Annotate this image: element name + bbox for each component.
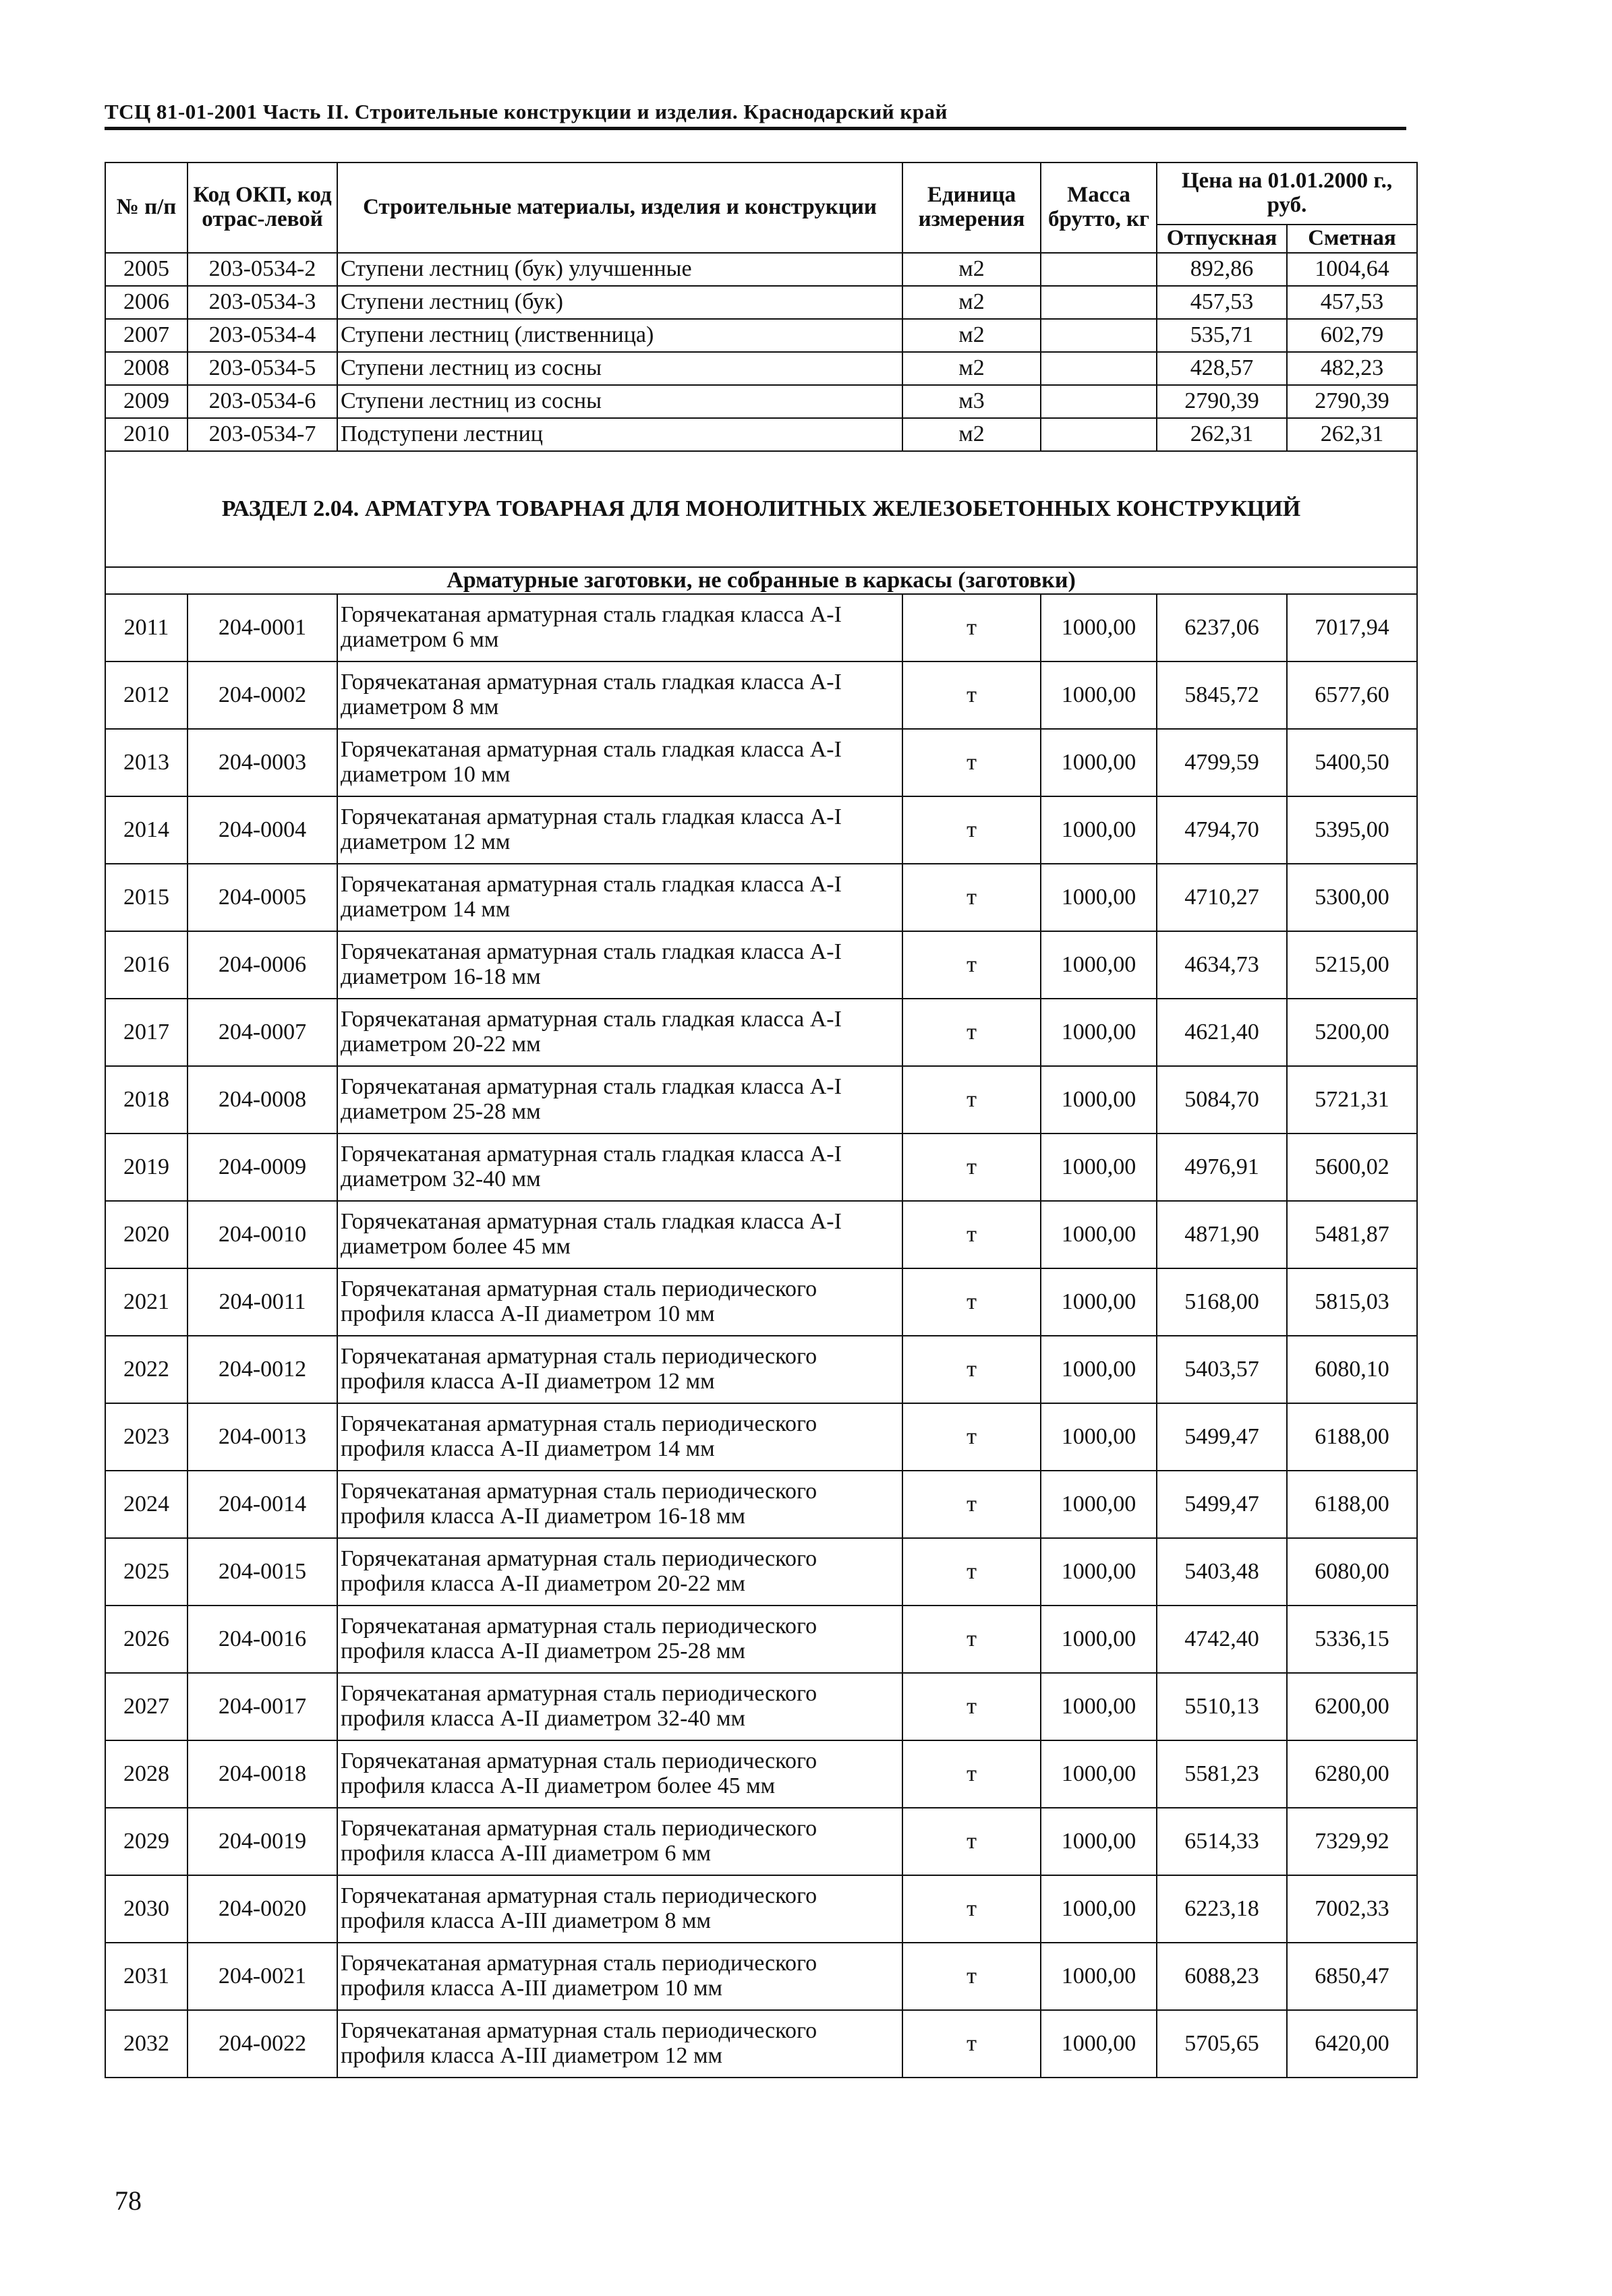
cell-unit: т — [902, 1403, 1041, 1471]
cell-name: Горячекатаная арматурная сталь гладкая класса А-I диаметром 12 мм — [337, 796, 902, 864]
cell-unit: т — [902, 999, 1041, 1066]
cell-num: 2028 — [105, 1740, 188, 1808]
header-rule — [105, 127, 1406, 130]
table-row — [105, 319, 1417, 352]
cell-unit: т — [902, 1471, 1041, 1538]
cell-price-estimate: 6080,10 — [1287, 1336, 1417, 1403]
cell-code: 203-0534-7 — [188, 418, 337, 451]
cell-price-release: 5403,48 — [1157, 1538, 1287, 1606]
table-row — [105, 1201, 1417, 1268]
cell-code: 204-0021 — [188, 1943, 337, 2010]
table-row — [105, 1673, 1417, 1740]
cell-price-release: 535,71 — [1157, 319, 1287, 352]
cell-code: 204-0018 — [188, 1740, 337, 1808]
cell-price-estimate: 6577,60 — [1287, 661, 1417, 729]
cell-name: Горячекатаная арматурная сталь гладкая класса А-I диаметром 16-18 мм — [337, 931, 902, 999]
cell-price-estimate: 6200,00 — [1287, 1673, 1417, 1740]
cell-name: Ступени лестниц (бук) улучшенные — [337, 253, 902, 286]
table-row — [105, 1740, 1417, 1808]
price-table — [105, 162, 1418, 2078]
cell-num: 2008 — [105, 352, 188, 385]
cell-price-estimate: 6188,00 — [1287, 1403, 1417, 1471]
cell-name: Горячекатаная арматурная сталь гладкая класса А-I диаметром более 45 мм — [337, 1201, 902, 1268]
cell-price-release: 5845,72 — [1157, 661, 1287, 729]
cell-name: Горячекатаная арматурная сталь периодического профиля класса А-III диаметром 12 мм — [337, 2010, 902, 2078]
cell-price-estimate: 5336,15 — [1287, 1606, 1417, 1673]
cell-code: 204-0014 — [188, 1471, 337, 1538]
cell-price-estimate: 5300,00 — [1287, 864, 1417, 931]
cell-code: 204-0002 — [188, 661, 337, 729]
cell-price-release: 4621,40 — [1157, 999, 1287, 1066]
cell-price-estimate: 5395,00 — [1287, 796, 1417, 864]
cell-name: Горячекатаная арматурная сталь периодического профиля класса А-III диаметром 8 мм — [337, 1875, 902, 1943]
cell-code: 204-0003 — [188, 729, 337, 796]
cell-code: 204-0004 — [188, 796, 337, 864]
subsection-title: Арматурные заготовки, не собранные в каркасы (заготовки) — [105, 567, 1417, 594]
table-row — [105, 1875, 1417, 1943]
table-row — [105, 1808, 1417, 1875]
cell-price-estimate: 1004,64 — [1287, 253, 1417, 286]
cell-name: Ступени лестниц (лиственница) — [337, 319, 902, 352]
cell-unit: т — [902, 1268, 1041, 1336]
table-row — [105, 931, 1417, 999]
table-row — [105, 1471, 1417, 1538]
cell-num: 2009 — [105, 385, 188, 418]
table-row — [105, 1066, 1417, 1134]
cell-name: Ступени лестниц (бук) — [337, 286, 902, 319]
cell-num: 2006 — [105, 286, 188, 319]
table-row — [105, 661, 1417, 729]
cell-price-release: 428,57 — [1157, 352, 1287, 385]
cell-unit: т — [902, 1875, 1041, 1943]
cell-code: 204-0016 — [188, 1606, 337, 1673]
cell-code: 203-0534-2 — [188, 253, 337, 286]
cell-name: Ступени лестниц из сосны — [337, 385, 902, 418]
cell-name: Горячекатаная арматурная сталь гладкая класса А-I диаметром 6 мм — [337, 594, 902, 661]
cell-unit: м2 — [902, 352, 1041, 385]
cell-price-release: 262,31 — [1157, 418, 1287, 451]
cell-name: Горячекатаная арматурная сталь периодического профиля класса А-II диаметром 14 мм — [337, 1403, 902, 1471]
cell-price-release: 5403,57 — [1157, 1336, 1287, 1403]
cell-price-release: 5499,47 — [1157, 1471, 1287, 1538]
cell-name: Горячекатаная арматурная сталь гладкая класса А-I диаметром 32-40 мм — [337, 1134, 902, 1201]
table-row — [105, 1606, 1417, 1673]
cell-price-estimate: 602,79 — [1287, 319, 1417, 352]
cell-unit: т — [902, 1740, 1041, 1808]
cell-code: 204-0022 — [188, 2010, 337, 2078]
cell-num: 2032 — [105, 2010, 188, 2078]
cell-price-release: 4742,40 — [1157, 1606, 1287, 1673]
table-row — [105, 418, 1417, 451]
cell-unit: т — [902, 1066, 1041, 1134]
cell-code: 203-0534-4 — [188, 319, 337, 352]
cell-code: 204-0008 — [188, 1066, 337, 1134]
cell-price-release: 4634,73 — [1157, 931, 1287, 999]
cell-mass — [1041, 286, 1157, 319]
cell-price-estimate: 7017,94 — [1287, 594, 1417, 661]
table-row — [105, 352, 1417, 385]
cell-num: 2014 — [105, 796, 188, 864]
cell-unit: т — [902, 661, 1041, 729]
cell-price-estimate: 5400,50 — [1287, 729, 1417, 796]
cell-mass: 1000,00 — [1041, 661, 1157, 729]
cell-unit: т — [902, 1808, 1041, 1875]
cell-unit: т — [902, 729, 1041, 796]
cell-price-release: 6223,18 — [1157, 1875, 1287, 1943]
cell-mass — [1041, 253, 1157, 286]
table-row — [105, 1943, 1417, 2010]
cell-code: 204-0006 — [188, 931, 337, 999]
cell-mass: 1000,00 — [1041, 931, 1157, 999]
cell-price-estimate: 2790,39 — [1287, 385, 1417, 418]
cell-mass: 1000,00 — [1041, 999, 1157, 1066]
cell-unit: т — [902, 1673, 1041, 1740]
cell-name: Горячекатаная арматурная сталь периодического профиля класса А-II диаметром 10 мм — [337, 1268, 902, 1336]
cell-code: 203-0534-3 — [188, 286, 337, 319]
cell-price-release: 4871,90 — [1157, 1201, 1287, 1268]
cell-code: 204-0005 — [188, 864, 337, 931]
cell-num: 2005 — [105, 253, 188, 286]
cell-name: Горячекатаная арматурная сталь периодического профиля класса А-III диаметром 10 мм — [337, 1943, 902, 2010]
cell-num: 2020 — [105, 1201, 188, 1268]
cell-code: 203-0534-6 — [188, 385, 337, 418]
table-row — [105, 729, 1417, 796]
cell-code: 204-0007 — [188, 999, 337, 1066]
cell-num: 2024 — [105, 1471, 188, 1538]
cell-code: 204-0017 — [188, 1673, 337, 1740]
cell-price-estimate: 5481,87 — [1287, 1201, 1417, 1268]
cell-price-estimate: 5721,31 — [1287, 1066, 1417, 1134]
cell-mass: 1000,00 — [1041, 1268, 1157, 1336]
col-header-code: Код ОКП, код отрас-левой — [188, 163, 337, 253]
cell-price-estimate: 7329,92 — [1287, 1808, 1417, 1875]
cell-mass: 1000,00 — [1041, 1740, 1157, 1808]
cell-unit: м2 — [902, 319, 1041, 352]
cell-mass: 1000,00 — [1041, 796, 1157, 864]
cell-num: 2013 — [105, 729, 188, 796]
cell-mass — [1041, 418, 1157, 451]
cell-unit: т — [902, 1606, 1041, 1673]
cell-price-release: 5168,00 — [1157, 1268, 1287, 1336]
table-row — [105, 796, 1417, 864]
cell-price-estimate: 6188,00 — [1287, 1471, 1417, 1538]
cell-num: 2030 — [105, 1875, 188, 1943]
cell-price-estimate: 6080,00 — [1287, 1538, 1417, 1606]
table-row — [105, 286, 1417, 319]
cell-price-release: 4794,70 — [1157, 796, 1287, 864]
table-row — [105, 385, 1417, 418]
cell-price-release: 892,86 — [1157, 253, 1287, 286]
cell-mass: 1000,00 — [1041, 1336, 1157, 1403]
cell-name: Горячекатаная арматурная сталь гладкая класса А-I диаметром 10 мм — [337, 729, 902, 796]
cell-num: 2017 — [105, 999, 188, 1066]
cell-price-release: 5499,47 — [1157, 1403, 1287, 1471]
cell-mass: 1000,00 — [1041, 594, 1157, 661]
cell-mass: 1000,00 — [1041, 1201, 1157, 1268]
cell-unit: м2 — [902, 286, 1041, 319]
cell-name: Горячекатаная арматурная сталь гладкая класса А-I диаметром 8 мм — [337, 661, 902, 729]
cell-price-estimate: 5600,02 — [1287, 1134, 1417, 1201]
cell-unit: т — [902, 1943, 1041, 2010]
col-header-num: № п/п — [105, 163, 188, 253]
cell-name: Горячекатаная арматурная сталь периодического профиля класса А-II диаметром 32-40 мм — [337, 1673, 902, 1740]
cell-unit: т — [902, 1134, 1041, 1201]
cell-price-release: 4976,91 — [1157, 1134, 1287, 1201]
cell-mass: 1000,00 — [1041, 1808, 1157, 1875]
table-row — [105, 2010, 1417, 2078]
cell-price-release: 5581,23 — [1157, 1740, 1287, 1808]
cell-price-release: 5084,70 — [1157, 1066, 1287, 1134]
cell-code: 204-0011 — [188, 1268, 337, 1336]
cell-code: 204-0015 — [188, 1538, 337, 1606]
cell-mass: 1000,00 — [1041, 729, 1157, 796]
cell-price-release: 5510,13 — [1157, 1673, 1287, 1740]
cell-num: 2011 — [105, 594, 188, 661]
col-header-mass: Масса брутто, кг — [1041, 163, 1157, 253]
cell-mass: 1000,00 — [1041, 1471, 1157, 1538]
cell-num: 2029 — [105, 1808, 188, 1875]
table-row — [105, 1336, 1417, 1403]
cell-price-release: 457,53 — [1157, 286, 1287, 319]
cell-mass: 1000,00 — [1041, 1875, 1157, 1943]
cell-num: 2007 — [105, 319, 188, 352]
table-row — [105, 253, 1417, 286]
col-header-price-release: Отпускная — [1157, 225, 1287, 253]
col-header-name: Строительные материалы, изделия и конструкции — [337, 163, 902, 253]
cell-mass: 1000,00 — [1041, 1134, 1157, 1201]
cell-mass: 1000,00 — [1041, 2010, 1157, 2078]
cell-price-release: 5705,65 — [1157, 2010, 1287, 2078]
cell-mass — [1041, 319, 1157, 352]
cell-mass: 1000,00 — [1041, 1403, 1157, 1471]
cell-price-estimate: 262,31 — [1287, 418, 1417, 451]
cell-num: 2018 — [105, 1066, 188, 1134]
cell-name: Горячекатаная арматурная сталь периодического профиля класса А-II диаметром 12 мм — [337, 1336, 902, 1403]
cell-num: 2016 — [105, 931, 188, 999]
cell-price-estimate: 457,53 — [1287, 286, 1417, 319]
cell-name: Горячекатаная арматурная сталь периодического профиля класса А-II диаметром 16-18 мм — [337, 1471, 902, 1538]
cell-unit: т — [902, 931, 1041, 999]
cell-mass: 1000,00 — [1041, 1066, 1157, 1134]
cell-num: 2027 — [105, 1673, 188, 1740]
table-row — [105, 999, 1417, 1066]
cell-code: 204-0020 — [188, 1875, 337, 1943]
cell-name: Горячекатаная арматурная сталь периодического профиля класса А-II диаметром 20-22 мм — [337, 1538, 902, 1606]
cell-num: 2031 — [105, 1943, 188, 2010]
cell-price-release: 6088,23 — [1157, 1943, 1287, 2010]
cell-name: Горячекатаная арматурная сталь периодического профиля класса А-III диаметром 6 мм — [337, 1808, 902, 1875]
cell-num: 2023 — [105, 1403, 188, 1471]
cell-name: Горячекатаная арматурная сталь периодического профиля класса А-II диаметром более 45 мм — [337, 1740, 902, 1808]
cell-code: 204-0019 — [188, 1808, 337, 1875]
cell-name: Ступени лестниц из сосны — [337, 352, 902, 385]
cell-price-release: 4799,59 — [1157, 729, 1287, 796]
cell-mass: 1000,00 — [1041, 1538, 1157, 1606]
running-header: ТСЦ 81-01-2001 Часть II. Строительные конструкции и изделия. Краснодарский край — [105, 100, 948, 123]
cell-price-estimate: 6280,00 — [1287, 1740, 1417, 1808]
cell-price-release: 4710,27 — [1157, 864, 1287, 931]
cell-unit: т — [902, 1538, 1041, 1606]
cell-num: 2021 — [105, 1268, 188, 1336]
cell-unit: м2 — [902, 253, 1041, 286]
cell-price-release: 6514,33 — [1157, 1808, 1287, 1875]
cell-mass — [1041, 385, 1157, 418]
col-header-price: Цена на 01.01.2000 г., руб. — [1157, 163, 1417, 225]
cell-code: 204-0010 — [188, 1201, 337, 1268]
cell-price-estimate: 6420,00 — [1287, 2010, 1417, 2078]
cell-code: 204-0012 — [188, 1336, 337, 1403]
cell-price-estimate: 5215,00 — [1287, 931, 1417, 999]
cell-mass: 1000,00 — [1041, 1606, 1157, 1673]
cell-mass — [1041, 352, 1157, 385]
cell-num: 2010 — [105, 418, 188, 451]
cell-mass: 1000,00 — [1041, 1673, 1157, 1740]
cell-price-estimate: 482,23 — [1287, 352, 1417, 385]
cell-price-estimate: 6850,47 — [1287, 1943, 1417, 2010]
cell-unit: т — [902, 864, 1041, 931]
cell-num: 2015 — [105, 864, 188, 931]
cell-name: Горячекатаная арматурная сталь гладкая класса А-I диаметром 14 мм — [337, 864, 902, 931]
cell-code: 204-0013 — [188, 1403, 337, 1471]
section-title: РАЗДЕЛ 2.04. АРМАТУРА ТОВАРНАЯ ДЛЯ МОНОЛИТНЫХ ЖЕЛЕЗОБЕТОННЫХ КОНСТРУКЦИЙ — [105, 451, 1417, 567]
cell-price-estimate: 5200,00 — [1287, 999, 1417, 1066]
cell-unit: т — [902, 2010, 1041, 2078]
table-row — [105, 1134, 1417, 1201]
cell-unit: т — [902, 1336, 1041, 1403]
cell-price-estimate: 5815,03 — [1287, 1268, 1417, 1336]
page-number: 78 — [115, 2185, 142, 2216]
cell-unit: т — [902, 1201, 1041, 1268]
cell-price-estimate: 7002,33 — [1287, 1875, 1417, 1943]
cell-num: 2019 — [105, 1134, 188, 1201]
cell-num: 2022 — [105, 1336, 188, 1403]
cell-mass: 1000,00 — [1041, 864, 1157, 931]
cell-unit: м2 — [902, 418, 1041, 451]
cell-code: 203-0534-5 — [188, 352, 337, 385]
table-row — [105, 594, 1417, 661]
cell-code: 204-0001 — [188, 594, 337, 661]
table-row — [105, 864, 1417, 931]
cell-unit: т — [902, 796, 1041, 864]
cell-name: Горячекатаная арматурная сталь гладкая класса А-I диаметром 25-28 мм — [337, 1066, 902, 1134]
cell-name: Горячекатаная арматурная сталь периодического профиля класса А-II диаметром 25-28 мм — [337, 1606, 902, 1673]
col-header-unit: Единица измерения — [902, 163, 1041, 253]
cell-mass: 1000,00 — [1041, 1943, 1157, 2010]
table-row — [105, 1403, 1417, 1471]
cell-price-release: 6237,06 — [1157, 594, 1287, 661]
cell-price-release: 2790,39 — [1157, 385, 1287, 418]
cell-unit: т — [902, 594, 1041, 661]
cell-num: 2012 — [105, 661, 188, 729]
cell-num: 2026 — [105, 1606, 188, 1673]
cell-unit: м3 — [902, 385, 1041, 418]
cell-num: 2025 — [105, 1538, 188, 1606]
col-header-price-estimate: Сметная — [1287, 225, 1417, 253]
table-row — [105, 1538, 1417, 1606]
cell-name: Горячекатаная арматурная сталь гладкая класса А-I диаметром 20-22 мм — [337, 999, 902, 1066]
cell-code: 204-0009 — [188, 1134, 337, 1201]
table-row — [105, 1268, 1417, 1336]
cell-name: Подступени лестниц — [337, 418, 902, 451]
